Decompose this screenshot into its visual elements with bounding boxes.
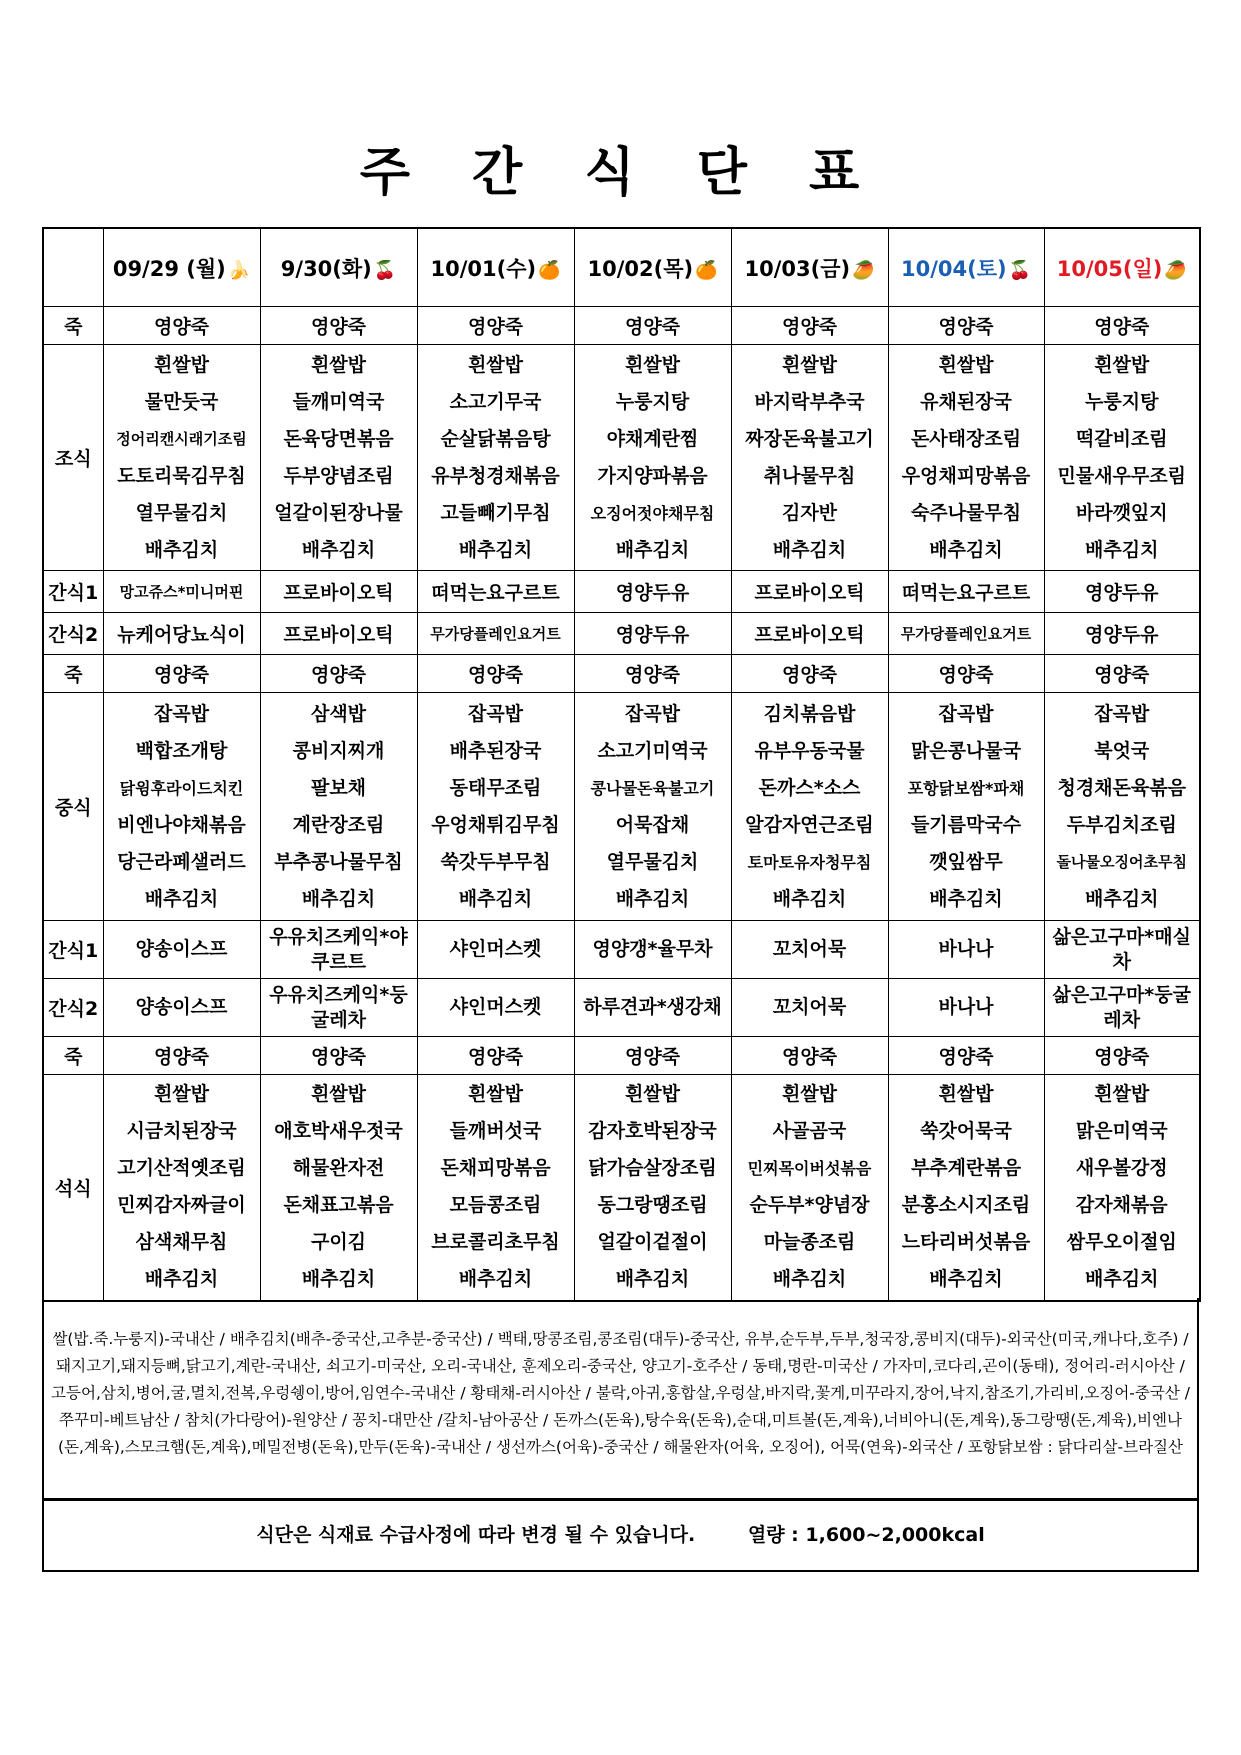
menu-cell (417, 345, 574, 571)
day-label: 9/30(화) (280, 256, 372, 281)
menu-item: 떠먹는요구르트 (431, 582, 560, 604)
menu-cell (1044, 979, 1200, 1037)
menu-item: 망고쥬스*미니머핀 (119, 583, 244, 601)
row-label: 석식 (43, 1075, 103, 1301)
menu-item: 모듬콩조림 (449, 1194, 542, 1217)
menu-item: 배추김치 (615, 1268, 690, 1291)
menu-item: 순살닭볶음탕 (440, 427, 551, 450)
menu-item: 콩나물돈육불고기 (590, 778, 715, 798)
menu-cell (417, 1075, 574, 1301)
menu-item: 영양죽 (467, 316, 524, 338)
menu-item: 배추김치 (929, 538, 1003, 561)
menu-item: 프로바이오틱 (283, 624, 394, 646)
menu-item: 계란장조림 (292, 813, 385, 836)
day-header (260, 228, 417, 307)
menu-item: 우엉채튀김무침 (431, 813, 560, 836)
menu-cell (260, 979, 417, 1037)
menu-cell (417, 613, 574, 655)
menu-cell (103, 693, 260, 921)
menu-item: 흰쌀밥 (310, 1083, 367, 1106)
menu-item: 배추김치 (144, 1268, 219, 1291)
menu-item: 우유치즈케익*둥굴레차 (269, 983, 408, 1031)
menu-cell (1044, 921, 1200, 979)
menu-item: 흰쌀밥 (310, 353, 367, 376)
menu-item: 배추김치 (1085, 1268, 1159, 1291)
menu-item: 포항닭보쌈*파채 (907, 778, 1025, 798)
menu-item: 영양죽 (153, 316, 210, 338)
menu-item: 얼갈이겉절이 (597, 1231, 708, 1254)
menu-cell (103, 1075, 260, 1301)
day-label: 10/03(금) (744, 256, 851, 281)
row-juk2 (43, 655, 1200, 693)
menu-item: 민찌감자짜글이 (117, 1194, 246, 1217)
menu-item: 영양죽 (1094, 664, 1150, 686)
menu-item: 느타리버섯볶음 (901, 1231, 1031, 1254)
menu-cell (731, 613, 888, 655)
menu-item: 순두부*양념장 (749, 1194, 870, 1217)
menu-item: 알감자연근조림 (745, 813, 874, 836)
row-label: 죽 (43, 307, 103, 345)
menu-item: 양송이스프 (135, 996, 228, 1018)
menu-item: 삼색밥 (310, 702, 367, 725)
menu-item: 닭윙후라이드치킨 (119, 778, 244, 798)
menu-cell (888, 1037, 1044, 1075)
menu-item: 영양죽 (1094, 316, 1150, 338)
menu-item: 흰쌀밥 (153, 353, 210, 376)
menu-item: 북엇국 (1094, 739, 1150, 762)
menu-item: 쑥갓두부무침 (440, 850, 551, 873)
menu-item: 두부양념조림 (283, 464, 394, 487)
menu-cell (731, 921, 888, 979)
menu-item: 두부김치조림 (1066, 813, 1177, 836)
menu-item: 배추김치 (144, 538, 219, 561)
day-header (417, 228, 574, 307)
menu-item: 배추김치 (1085, 538, 1159, 561)
menu-item: 동그랑땡조림 (597, 1194, 708, 1217)
day-label: 09/29 (월) (112, 256, 226, 281)
menu-cell (417, 979, 574, 1037)
origin-notes (42, 1298, 1199, 1500)
row-label: 간식2 (43, 979, 103, 1037)
menu-item: 어묵잡채 (615, 813, 690, 836)
menu-item: 잡곡밥 (467, 702, 524, 725)
menu-cell (260, 693, 417, 921)
menu-item: 고기산적옛조림 (117, 1157, 246, 1180)
menu-item: 흰쌀밥 (938, 1083, 994, 1106)
menu-cell (888, 921, 1044, 979)
fruit-icon: 🥭 (1164, 259, 1187, 281)
row-breakfast (43, 345, 1200, 571)
menu-cell (103, 921, 260, 979)
menu-cell (888, 571, 1044, 613)
menu-item: 청경채돈육볶음 (1057, 776, 1186, 799)
row-label: 간식1 (43, 921, 103, 979)
menu-item: 유채된장국 (920, 390, 1012, 413)
menu-cell (1044, 307, 1200, 345)
menu-item: 하루견과*생강채 (583, 996, 722, 1018)
fruit-icon: 🍒 (1008, 259, 1032, 281)
menu-item: 샤인머스켓 (449, 938, 542, 960)
menu-item: 배추김치 (772, 538, 847, 561)
menu-item: 흰쌀밥 (938, 353, 994, 376)
row-lunch (43, 693, 1200, 921)
menu-item: 영양죽 (938, 316, 994, 338)
menu-item: 우유치즈케익*야쿠르트 (269, 925, 408, 973)
menu-item: 얼갈이된장나물 (274, 501, 403, 524)
menu-item: 들기름막국수 (910, 813, 1022, 836)
menu-cell (574, 307, 731, 345)
menu-item: 배추김치 (772, 887, 847, 910)
menu-item: 돌나물오징어초무침 (1056, 852, 1187, 871)
menu-cell (574, 345, 731, 571)
menu-item: 민물새우무조림 (1057, 464, 1186, 487)
menu-cell (1044, 1075, 1200, 1301)
menu-cell (103, 1037, 260, 1075)
menu-item: 마늘종조림 (763, 1231, 856, 1254)
menu-cell (260, 613, 417, 655)
menu-item: 영양죽 (938, 1046, 994, 1068)
menu-item: 꼬치어묵 (772, 996, 847, 1018)
menu-item: 흰쌀밥 (153, 1083, 210, 1106)
menu-item: 잡곡밥 (1094, 702, 1150, 725)
menu-item: 들깨버섯국 (449, 1120, 542, 1143)
menu-item: 영양두유 (615, 582, 690, 604)
row-label: 중식 (43, 693, 103, 921)
menu-cell (1044, 693, 1200, 921)
menu-cell (574, 571, 731, 613)
menu-item: 닭가슴살장조림 (588, 1157, 717, 1180)
menu-item: 팔보채 (310, 776, 367, 799)
menu-cell (574, 979, 731, 1037)
menu-item: 시금치된장국 (126, 1120, 237, 1143)
menu-item: 배추김치 (929, 1268, 1003, 1291)
menu-item: 잡곡밥 (624, 702, 681, 725)
menu-item: 잡곡밥 (153, 702, 210, 725)
menu-cell (731, 571, 888, 613)
menu-item: 흰쌀밥 (781, 353, 838, 376)
menu-item: 프로바이오틱 (754, 624, 865, 646)
menu-cell (731, 345, 888, 571)
menu-item: 바나나 (938, 938, 994, 960)
menu-item: 배추김치 (458, 538, 533, 561)
menu-item: 누룽지탕 (615, 390, 690, 413)
row-snack2a (43, 613, 1200, 655)
menu-cell (731, 655, 888, 693)
menu-cell (731, 1037, 888, 1075)
menu-item: 김치볶음밥 (763, 702, 856, 725)
menu-item: 떠먹는요구르트 (901, 582, 1031, 604)
row-snack1a (43, 571, 1200, 613)
menu-cell (888, 307, 1044, 345)
menu-item: 구이김 (310, 1231, 367, 1254)
menu-cell (417, 693, 574, 921)
row-label: 죽 (43, 1037, 103, 1075)
menu-item: 오징어젓야채무침 (590, 503, 715, 523)
menu-item: 취나물무침 (763, 464, 856, 487)
menu-item: 민찌목이버섯볶음 (747, 1159, 872, 1179)
menu-cell (574, 1037, 731, 1075)
menu-item: 흰쌀밥 (467, 353, 524, 376)
menu-item: 영양죽 (153, 664, 210, 686)
day-header (1044, 228, 1200, 307)
menu-item: 흰쌀밥 (624, 353, 681, 376)
menu-item: 김자반 (781, 501, 838, 524)
menu-item: 배추김치 (301, 887, 376, 910)
menu-item: 쑥갓어묵국 (920, 1120, 1012, 1143)
menu-cell (260, 1075, 417, 1301)
day-label: 10/05(일) (1056, 256, 1163, 281)
menu-item: 배추김치 (301, 538, 376, 561)
menu-item: 무가당플레인요거트 (900, 625, 1032, 643)
day-label: 10/04(토) (900, 256, 1007, 281)
menu-item: 영양죽 (310, 1046, 367, 1068)
menu-item: 백합조개탕 (135, 739, 228, 762)
menu-item: 배추된장국 (449, 739, 542, 762)
row-label: 조식 (43, 345, 103, 571)
menu-cell (103, 571, 260, 613)
header-row (43, 228, 1200, 307)
menu-item: 영양죽 (1094, 1046, 1150, 1068)
fruit-icon: 🍊 (538, 259, 561, 281)
menu-item: 동태무조림 (449, 776, 542, 799)
day-header (888, 228, 1044, 307)
menu-cell (417, 307, 574, 345)
menu-item: 무가당플레인요거트 (430, 625, 561, 643)
menu-item: 소고기무국 (449, 390, 542, 413)
menu-item: 영양두유 (1085, 624, 1159, 646)
menu-item: 돈채표고볶음 (283, 1194, 394, 1217)
menu-cell (103, 613, 260, 655)
menu-item: 바라깻잎지 (1075, 501, 1168, 524)
menu-item: 깻잎쌈무 (929, 850, 1003, 873)
menu-cell (103, 345, 260, 571)
menu-item: 유부우동국물 (754, 739, 865, 762)
menu-item: 삶은고구마*매실차 (1052, 925, 1191, 973)
day-header (103, 228, 260, 307)
menu-item: 누룽지탕 (1085, 390, 1159, 413)
menu-item: 야채계란찜 (606, 427, 699, 450)
menu-item: 바나나 (938, 996, 994, 1018)
corner-cell (43, 228, 103, 307)
menu-item: 영양죽 (310, 316, 367, 338)
menu-item: 비엔나야채볶음 (117, 813, 246, 836)
menu-item: 배추김치 (1085, 887, 1159, 910)
fruit-icon: 🍒 (373, 259, 397, 281)
menu-item: 돈채피망볶음 (440, 1157, 551, 1180)
row-juk1 (43, 307, 1200, 345)
menu-item: 흰쌀밥 (1094, 1083, 1150, 1106)
day-label: 10/02(목) (587, 256, 694, 281)
menu-item: 영양죽 (310, 664, 367, 686)
menu-item: 영양갱*율무차 (592, 938, 713, 960)
change-notice: 식단은 식재료 수급사정에 따라 변경 될 수 있습니다. (256, 1524, 696, 1546)
menu-item: 삶은고구마*둥굴레차 (1052, 983, 1191, 1031)
menu-item: 돈육당면볶음 (283, 427, 394, 450)
menu-item: 프로바이오틱 (754, 582, 865, 604)
menu-item: 쌈무오이절임 (1066, 1231, 1177, 1254)
menu-cell (888, 979, 1044, 1037)
day-label: 10/01(수) (430, 256, 537, 281)
menu-cell (1044, 655, 1200, 693)
menu-item: 영양두유 (1085, 582, 1159, 604)
menu-item: 영양죽 (624, 316, 681, 338)
menu-item: 프로바이오틱 (283, 582, 394, 604)
menu-cell (731, 979, 888, 1037)
menu-item: 흰쌀밥 (467, 1083, 524, 1106)
menu-item: 들깨미역국 (292, 390, 385, 413)
menu-item: 잡곡밥 (938, 702, 994, 725)
menu-item: 해물완자전 (292, 1157, 385, 1180)
menu-item: 뉴케어당뇨식이 (117, 624, 246, 646)
day-header (731, 228, 888, 307)
row-label: 간식2 (43, 613, 103, 655)
menu-item: 감자호박된장국 (588, 1120, 717, 1143)
menu-cell (888, 655, 1044, 693)
menu-item: 삼색채무침 (135, 1231, 228, 1254)
menu-item: 열무물김치 (135, 501, 228, 524)
menu-cell (260, 921, 417, 979)
menu-item: 영양죽 (624, 1046, 681, 1068)
row-snack2b (43, 979, 1200, 1037)
menu-cell (417, 1037, 574, 1075)
page-title: 주 간 식 단 표 (359, 143, 882, 203)
menu-item: 숙주나물무침 (910, 501, 1022, 524)
menu-item: 흰쌀밥 (624, 1083, 681, 1106)
menu-cell (103, 979, 260, 1037)
menu-cell (103, 655, 260, 693)
row-label: 간식1 (43, 571, 103, 613)
menu-cell (888, 345, 1044, 571)
menu-item: 흰쌀밥 (781, 1083, 838, 1106)
menu-item: 양송이스프 (135, 938, 228, 960)
menu-item: 애호박새우젓국 (274, 1120, 403, 1143)
menu-item: 소고기미역국 (597, 739, 708, 762)
menu-cell (1044, 571, 1200, 613)
menu-item: 부추계란볶음 (910, 1157, 1022, 1180)
origin-text: 쌀(밥.죽.누룽지)-국내산 / 배추김치(배추-중국산,고추분-중국산) / 백태,땅콩조림,콩조림(대두)-중국산, 유부,순두부,두부,청국장,콩비지(대두)-외국산(미국,캐나다,호주) / 돼지고기,돼지등뼈,닭고기,계란-국내산, 쇠고기-미국산, 오리-국내산, 훈제오리-중국산, 양고기-호주산 / 동태,명란-미국산 / 가자미,코다리,곤이(동태), 정어리-러시아산 / 고등어,삼치,병어,굴,멸치,전복,우렁쉥이,방어,임연수-국내산 / 황태채-러시아산 / 불락,아귀,홍합살,우렁살,바지락,꽃게,미꾸라지,장어,낙지,참조기,가리비,오징어-중국산 / 쭈꾸미-베트남산 / 참치(가다랑어)-원양산 / 꽁치-대만산 /갈치-남아공산 / 돈까스(돈육),탕수육(돈육),순대,미트볼(돈,계육),너비아니(돈,계육),동그랑땡(돈,계육),비엔나(돈,계육),스모크햄(돈,계육),메밀전병(돈육),만두(돈육)-국내산 / 생선까스(어육)-중국산 / 해물완자(어육, 오징어), 어묵(연육)-외국산 / 포항닭보쌈 : 닭다리살-브라질산 (51, 1330, 1190, 1456)
menu-item: 꼬치어묵 (772, 938, 847, 960)
menu-item: 영양죽 (153, 1046, 210, 1068)
menu-item: 영양죽 (624, 664, 681, 686)
menu-cell (574, 1075, 731, 1301)
menu-item: 영양죽 (781, 664, 838, 686)
menu-cell (731, 1075, 888, 1301)
menu-item: 돈사태장조림 (910, 427, 1022, 450)
menu-cell (574, 921, 731, 979)
menu-item: 샤인머스켓 (449, 996, 542, 1018)
menu-item: 짜장돈육불고기 (745, 427, 874, 450)
menu-item: 감자채볶음 (1075, 1194, 1168, 1217)
menu-cell (888, 693, 1044, 921)
menu-item: 분홍소시지조림 (901, 1194, 1031, 1217)
menu-item: 부추콩나물무침 (274, 850, 403, 873)
menu-cell (1044, 613, 1200, 655)
menu-cell (417, 571, 574, 613)
menu-item: 당근라페샐러드 (117, 850, 246, 873)
menu-item: 배추김치 (458, 1268, 533, 1291)
menu-cell (260, 345, 417, 571)
menu-cell (574, 613, 731, 655)
menu-item: 배추김치 (458, 887, 533, 910)
menu-item: 우엉채피망볶음 (901, 464, 1031, 487)
day-header (574, 228, 731, 307)
row-juk3 (43, 1037, 1200, 1075)
menu-item: 정어리캔시래기조림 (116, 429, 247, 448)
calorie-range: 열량 : 1,600~2,000kcal (747, 1524, 985, 1546)
menu-item: 콩비지찌개 (292, 739, 385, 762)
menu-item: 새우볼강정 (1075, 1157, 1168, 1180)
menu-item: 배추김치 (772, 1268, 847, 1291)
menu-item: 토마토유자청무침 (747, 852, 872, 872)
menu-item: 브로콜리초무침 (431, 1231, 560, 1254)
menu-cell (731, 693, 888, 921)
menu-item: 바지락부추국 (754, 390, 865, 413)
menu-cell (260, 1037, 417, 1075)
menu-cell (574, 693, 731, 921)
menu-item: 맑은미역국 (1075, 1120, 1168, 1143)
menu-cell (1044, 1037, 1200, 1075)
menu-cell (260, 307, 417, 345)
menu-cell (417, 655, 574, 693)
weekly-menu-table (42, 227, 1201, 1302)
fruit-icon: 🍊 (695, 259, 718, 281)
fruit-icon: 🍌 (227, 259, 251, 281)
menu-cell (888, 1075, 1044, 1301)
row-label: 죽 (43, 655, 103, 693)
menu-cell (888, 613, 1044, 655)
menu-item: 배추김치 (301, 1268, 376, 1291)
footer-notice (42, 1500, 1199, 1572)
menu-item: 영양죽 (467, 1046, 524, 1068)
menu-cell (1044, 345, 1200, 571)
menu-item: 맑은콩나물국 (910, 739, 1022, 762)
menu-item: 배추김치 (615, 538, 690, 561)
menu-item: 배추김치 (615, 887, 690, 910)
menu-item: 배추김치 (144, 887, 219, 910)
menu-item: 영양죽 (781, 1046, 838, 1068)
row-dinner (43, 1075, 1200, 1301)
menu-item: 배추김치 (929, 887, 1003, 910)
menu-cell (260, 655, 417, 693)
menu-item: 흰쌀밥 (1094, 353, 1150, 376)
fruit-icon: 🥭 (852, 259, 875, 281)
menu-cell (731, 307, 888, 345)
menu-cell (260, 571, 417, 613)
menu-cell (417, 921, 574, 979)
menu-item: 가지양파볶음 (597, 464, 708, 487)
menu-item: 유부청경채볶음 (431, 464, 560, 487)
menu-item: 떡갈비조림 (1075, 427, 1168, 450)
menu-cell (103, 307, 260, 345)
menu-item: 영양죽 (467, 664, 524, 686)
menu-item: 도토리묵김무침 (117, 464, 246, 487)
menu-item: 고들빼기무침 (440, 501, 551, 524)
menu-item: 물만둣국 (144, 390, 219, 413)
menu-item: 영양죽 (938, 664, 994, 686)
menu-cell (574, 655, 731, 693)
menu-item: 돈까스*소스 (758, 776, 861, 799)
menu-item: 영양죽 (781, 316, 838, 338)
menu-item: 열무물김치 (606, 850, 699, 873)
menu-item: 사골곰국 (772, 1120, 847, 1143)
row-snack1b (43, 921, 1200, 979)
menu-item: 영양두유 (615, 624, 690, 646)
